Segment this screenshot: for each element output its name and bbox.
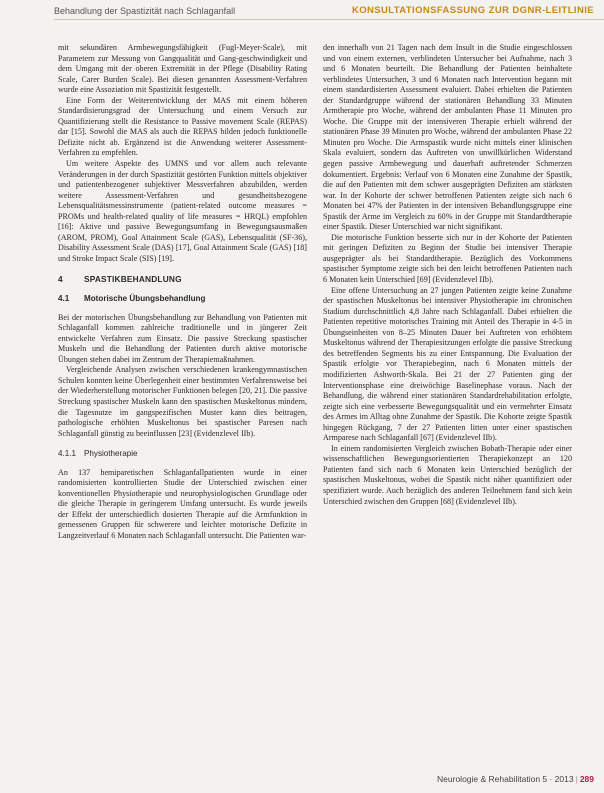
paragraph: An 137 hemiparetischen Schlaganfallpatienten wurde in einer randomisierten kontrollierten Studie der Unterschied zwischen einer konventionellen Physiotherapie und neurophysiologischen Grundlage oder die gleiche Therapie in geringerem Umfang untersucht. Es wurde jeweils der Effekt der unterschiedlich dosierten Therapie auf die Armfunktion in gemessenen Gruppen für schwerere und leichter motorische Defizite in Langzeitverlauf 6 Monaten nach Schlaganfall untersucht. Die Patienten war- xyxy=(58,467,307,540)
paragraph: In einem randomisierten Vergleich zwischen Bobath-Therapie oder einer wissenschaftlichen Bewegungsorientierten Therapiekonzept an 120 Patienten fand sich nach 6 Monaten kein Unterschied bezüglich der spastischen Muskeltonus, wobei die Spastik nicht näher quantifiziert oder spezifiziert wurde. Auch bezüglich des anderen Teilnehmern fand sich kein Unterschied zwischen den Gruppen [68] (Evidenzlevel IIb). xyxy=(323,443,572,506)
page-number: 289 xyxy=(579,774,594,784)
paragraph: Bei der motorischen Übungsbehandlung zur Behandlung von Patienten mit Schlaganfall kommen zahlreiche traditionelle und in jüngerer Zeit entwickelte Verfahren zum Einsatz. Die passive Streckung spastischer Muskeln und die Behandlung der Patienten durch aktive motorische Übungen stehen dabei im Zentrum der Therapiemaßnahmen. xyxy=(58,312,307,364)
paragraph: Eine offene Untersuchung an 27 jungen Patienten zeigte keine Zunahme der spastischen Muskeltonus bei intensiver Physiotherapie im chronischen Stadium durchschnittlich 4,8 Jahre nach Schlaganfall. Dabei erhielten die Patienten repetitive motorisches Training mit Anteil des Therapie in 4-5 in Übungseinheiten von 8–25 Minuten Dauer bei Auftreten von erhöhtem Muskeltonus während der Therapiesitzungen erfolgte die passive Streckung des betreffenden Segments bis zu einer Entspannung. Die Evaluation der Spastik erfolgte vor Therapiebeginn, nach 6 Monaten mittels der modifizierten Ashworth-Skala. Bei 21 der 27 Patienten ging der Interventionsphase eine dreiwöchige Baselinephase voraus. Nach der Behandlung, die während einer stationären Standardrehabilitation erfolgte, zeigte sich eine verbesserte Bewegungsqualität und ein vermehrter Einsatz des Armes im Alltag ohne Zunahme der Spastik. Die Kohorte zeigte Spastik hingegen Rückgang, 7 der 27 Patienten litten unter einer spastischen Armparese nach Schlaganfall [67] (Evidenzlevel IIb). xyxy=(323,285,572,443)
section-title: SPASTIKBEHANDLUNG xyxy=(84,274,182,285)
subsubsection-title: Physiotherapie xyxy=(84,449,138,459)
footer-separator: | xyxy=(575,774,578,784)
paragraph: Eine Form der Weiterentwicklung der MAS mit einem höheren Standardisierungsgrad der Untersuchung und einem Versuch zur Quantifizierung stellt die Resistance to Passive movement Scale (REPAS) dar [15]. Sowohl die MAS als auch die REPAS bilden jedoch funktionelle Defizite nicht ab. Ergänzend ist die Anwendung weiterer Assessment-Verfahren zu empfehlen. xyxy=(58,95,307,158)
subsection-heading xyxy=(58,294,307,305)
subsubsection-heading xyxy=(58,449,307,460)
paragraph: Um weitere Aspekte des UMNS und vor allem auch relevante Veränderungen in der durch Spastizität gestörten Funktion mittels objektiver und patientenbezogener subjektiver Messverfahren abzubilden, werden weitere Assessment-Verfahren und gesundheitsbezogene Lebensqualitätsmessinstrumente (patient-related outcome measures = PROMs und health-related quality of life measures = HRQL) empfohlen [16]: Aktive und passive Bewegungsumfang in Bewegungsausmaßen (AROM, PROM), Goal Attainment Scale (GAS), Lebensqualität (SF-36), Disability Assessment Scale (DAS) [17], Goal Attainment Scale (GAS) [18] und Stroke Impact Scale (SIS) [19]. xyxy=(58,159,307,263)
running-title: Behandlung der Spastizität nach Schlaganfall xyxy=(54,6,236,16)
left-column xyxy=(58,43,307,542)
page-footer xyxy=(437,774,594,784)
section-number: 4 xyxy=(58,274,63,285)
page-header xyxy=(0,0,604,40)
header-divider xyxy=(54,19,604,20)
paragraph: Die motorische Funktion besserte sich nur in der Kohorte der Patienten mit geringen Defiziten zu Beginn der Studie bei intensiver Therapie ausgeprägter als bei Standardtherapie. Bezüglich des Vorkommens spastischer Symptome zeigte sich bei den leicht betroffenen Patienten nach 6 Monaten kein Unterschied [69] (Evidenzlevel IIb). xyxy=(323,232,572,285)
paragraph: Vergleichende Analysen zwischen verschiedenen krankengymnastischen Schulen konnten keine Überlegenheit einer bestimmten Verfahrensweise bei der Wiederherstellung motorischer Funktionen belegen [20, 21]. Die passive Streckung spastischer Muskeln kann den spastischen Muskeltonus mindern, die Tagesnutze im gangspezifischen Muster kann dies beitragen, pathologische erhöhten Muskeltonus bei spastischer Paresen nach Schlaganfall günstig zu beeinflussen [23] (Evidenzlevel IIb). xyxy=(58,365,307,438)
section-label: KONSULTATIONSFASSUNG ZUR DGNR-LEITLINIE xyxy=(351,5,594,16)
paragraph: den innerhalb von 21 Tagen nach dem Insult in die Studie eingeschlossen und von einem externen, verblindeten Untersucher bei Aufnahme, nach 3 und 6 Monaten beurteilt. Die Behandlung der Patienten beinhaltete verblindetes Untersuchen, 3 und 6 Monaten nach Intervention begann mit einem standardisierten Assessment evaluiert. Dabei erhielten die Patienten der Standardgruppe während der stationären Behandlung 33 Minuten Armtherapie pro Woche, während der ambulanten Phase 11 Minuten pro Woche. Die Gruppe mit der intensiveren Therapie erhielt während der stationären Phase 39 Minuten pro Woche, während der ambulanten Phase 22 Minuten pro Woche. Die Armspastik wurde nicht mittels einer klinischen Skala evaluiert, sondern das Auftreten von unwillkürlichen Widerstand gegen passive Armbewegung und dauerhaft auftretender Schmerzen dokumentiert. Ergebnis: Verlauf von 6 Monaten eine Zunahme der Spastik, die auf den Patienten mit dem schwer ausgeprägten Defiziten am stärksten war. In der Kohorte der schwer betroffenen Patienten zeigte sich nach 6 Monaten bei 47% der Patienten in der intensiven Behandlungsgruppe eine Spastik der Arme im Vergleich zu 60% in der Gruppe mit Standardtherapie einer Spastik. Dieser Unterschied war nicht signifikant. xyxy=(323,43,572,232)
subsubsection-number: 4.1.1 xyxy=(58,449,77,459)
section-heading xyxy=(58,274,307,285)
journal-citation: Neurologie & Rehabilitation 5 · 2013 xyxy=(437,774,574,784)
right-column xyxy=(323,43,572,507)
subsection-title: Motorische Übungsbehandlung xyxy=(84,294,206,304)
paragraph: mit sekundären Armbewegungsfähigkeit (Fugl-Meyer-Scale), mit Parametern zur Messung von Gangqualität und Gang-geschwindigkeit und dem Umgang mit der oberen Extremität in der Pflege (Disability Rating Scale, Carer Burden Scale). Bei diesen genannten Assessment-Verfahren wurde eine Assoziation mit Spastizität festgestellt. xyxy=(58,43,307,95)
subsection-number: 4.1 xyxy=(58,294,70,304)
